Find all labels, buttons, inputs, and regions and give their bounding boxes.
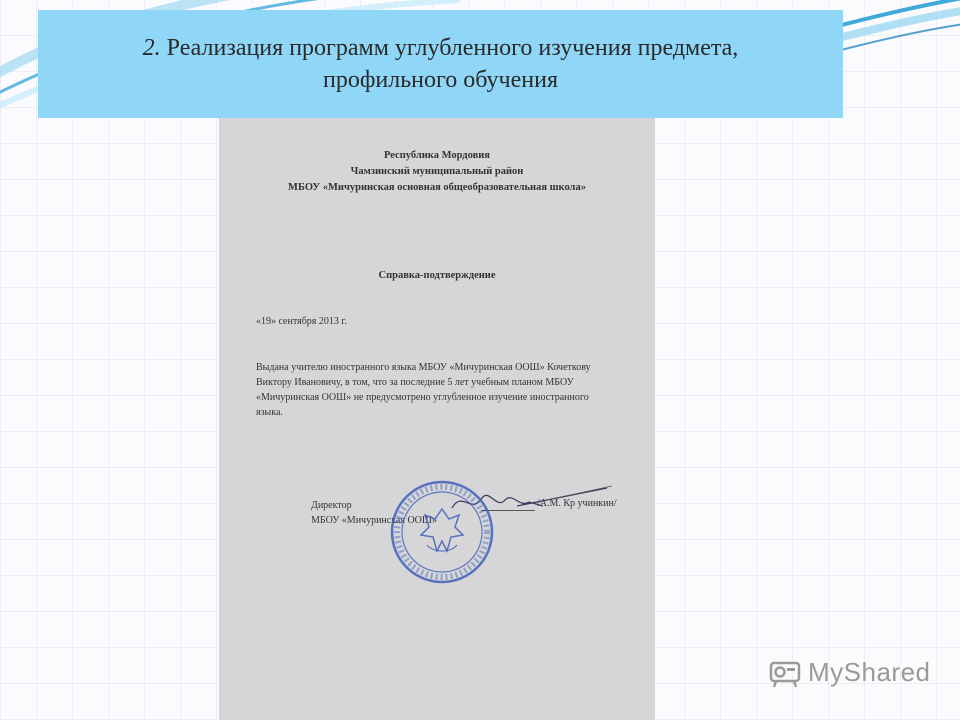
slide-title-number: 2. bbox=[142, 35, 161, 61]
document-header-line: Чамзинский муниципальный район bbox=[350, 166, 524, 177]
slide-title-text-1: Реализация программ углубленного изучения предмета, bbox=[166, 35, 739, 61]
watermark-text: MyShared bbox=[808, 656, 931, 687]
document-body-line: языка. bbox=[256, 407, 283, 418]
myshared-watermark bbox=[768, 655, 931, 689]
signature-name: /А.М. Кр учинкин/ bbox=[537, 498, 617, 509]
slide-title-line-1 bbox=[143, 32, 739, 64]
slide-title-bar bbox=[38, 10, 843, 118]
document-body-line: Выдана учителю иностранного языка МБОУ «Мичуринская ООШ» Кочеткову bbox=[256, 362, 591, 373]
document-title: Справка-подтверждение bbox=[378, 270, 496, 281]
document-body bbox=[256, 360, 636, 420]
document-header bbox=[219, 148, 655, 196]
scanned-document bbox=[219, 96, 655, 720]
document-body-line: «Мичуринская ООШ» не предусмотрено углубленное изучение иностранного bbox=[256, 392, 589, 403]
document-body-line: Виктору Ивановичу, в том, что за последние 5 лет учебным планом МБОУ bbox=[256, 377, 574, 388]
official-stamp bbox=[389, 479, 495, 585]
document-header-line: МБОУ «Мичуринская основная общеобразовательная школа» bbox=[288, 182, 586, 193]
signature-role-org: МБОУ «Мичуринская ООШ» bbox=[311, 515, 437, 526]
signature-role-title: Директор bbox=[311, 500, 352, 511]
slide-title-line-2: профильного обучения bbox=[323, 67, 558, 93]
document-header-line: Республика Мордовия bbox=[383, 150, 490, 161]
document-date: «19» сентября 2013 г. bbox=[256, 316, 347, 327]
projector-icon bbox=[768, 655, 802, 689]
